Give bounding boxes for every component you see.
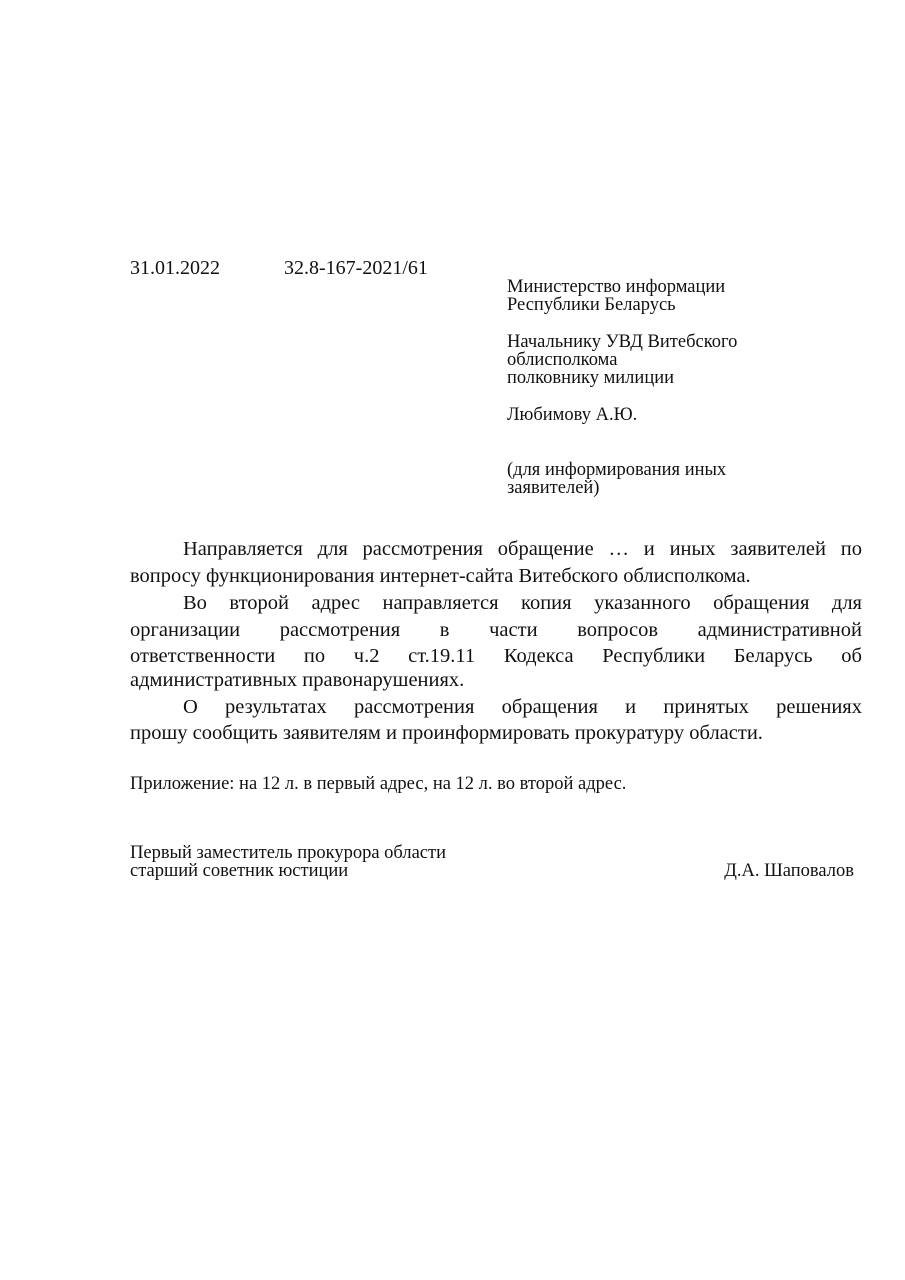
recipient-line: Министерство информации	[507, 277, 726, 297]
recipient-line: (для информирования иных	[507, 460, 727, 480]
document-date: 31.01.2022	[130, 257, 220, 279]
recipient-line: заявителей)	[507, 478, 600, 498]
body-line: Во второй адрес направляется копия указанного обращения для	[183, 592, 862, 614]
body-line: вопросу функционирования интернет-сайта Витебского облисполкома.	[130, 565, 751, 587]
reference-number: 32.8-167-2021/61	[284, 257, 428, 279]
signer-name: Д.А. Шаповалов	[724, 861, 854, 881]
recipient-line: Начальнику УВД Витебского	[507, 332, 738, 352]
body-line: ответственности по ч.2 ст.19.11 Кодекса Республики Беларусь об	[130, 645, 862, 667]
signer-position-line: старший советник юстиции	[130, 861, 349, 881]
body-line: О результатах рассмотрения обращения и принятых решениях	[183, 696, 862, 718]
recipient-line: Республики Беларусь	[507, 295, 676, 315]
recipient-line: Любимову А.Ю.	[507, 405, 638, 425]
recipient-name	[507, 406, 637, 424]
recipient-line: облисполкома	[507, 350, 618, 370]
signer-position	[130, 844, 446, 880]
recipient-line: полковнику милиции	[507, 368, 675, 388]
recipient-ministry	[507, 278, 725, 314]
body-line: организации рассмотрения в части вопросов административной	[130, 619, 862, 641]
attachment-note: Приложение: на 12 л. в первый адрес, на 12 л. во второй адрес.	[130, 774, 627, 794]
signer-position-line: Первый заместитель прокурора области	[130, 843, 446, 863]
body-line: прошу сообщить заявителям и проинформировать прокуратуру области.	[130, 722, 763, 744]
body-line: Направляется для рассмотрения обращение … и иных заявителей по	[183, 538, 862, 560]
body-line: административных правонарушениях.	[130, 669, 465, 691]
recipient-police-head	[507, 333, 737, 387]
recipient-note	[507, 461, 726, 497]
